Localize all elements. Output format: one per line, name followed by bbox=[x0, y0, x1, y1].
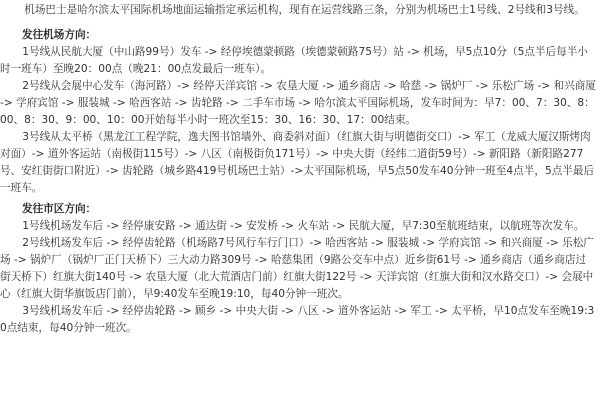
to-airport-route-3: 3号线从太平桥（黑龙江工程学院，逸夫图书馆墙外、商委斜对面）（红旗大街与明德街交口）-> 军工（龙威大厦汉斯烤肉对面）-> 道外客运站（南极街115号）-> 八区（南极街负171号）-> 中央大街（经纬二道街59号）-> 新阳路（新阳路277号、安红街街口附近）-> 齿轮路（城乡路419号机场巴士站）->太平国际机场，早5点50发车40分钟一班至4点半，5点半最后一班车。 bbox=[0, 131, 595, 194]
to-city-heading: 发往市区方向： bbox=[22, 203, 97, 215]
to-airport-heading: 发往机场方向： bbox=[22, 29, 97, 41]
to-airport-route-2: 2号线从会展中心发车（海河路）-> 经停天洋宾馆 -> 农垦大厦 -> 通乡商店 -> 哈慈 -> 锅炉厂 -> 乐松广场 -> 和兴商厦 -> 学府宾馆 -> 服装城 -> 哈西客站 -> 齿轮路 -> 二手车市场 -> 哈尔滨太平国际机场，发车时间为：早7：00、7：30、8：00、8：30、9：00、10：00开始每半小时一班次至15：30、16：30、17：00结束。 bbox=[0, 80, 597, 126]
to-city-route-1: 1号线机场发车后 -> 经停康安路 -> 通达街 -> 安发桥 -> 火车站 -> 民航大厦，早7:30至航班结束，以航班等次发车。 bbox=[22, 220, 585, 232]
to-city-route-2: 2号线机场发车后 -> 经停齿轮路（机场路7号风行车行门口）-> 哈西客站 -> 服装城 -> 学府宾馆 -> 和兴商厦 -> 乐松广场 -> 锅炉厂（锅炉厂正门天桥下）三大动力路309号 -> 哈慈集团（9路公交车中点）近乡街61号 -> 通乡商店（通乡商店过街天桥下）红旗大街140号 -> 农垦大厦（北大荒酒店门前）红旗大街122号 -> 天洋宾馆（红旗大街和汉水路交口）-> 会展中心（红旗大街华旗饭店门前），早9:40发车至晚19:10，每40分钟一班次。 bbox=[0, 237, 594, 300]
to-airport-route-1: 1号线从民航大厦（中山路99号）发车 -> 经停埃德蒙顿路（埃德蒙顿路75号）站 -> 机场，早5点10分（5点半后每半小时一班车）至晚20：00点（晚21：00点发最后一班车）。 bbox=[0, 46, 588, 75]
intro-paragraph: 机场巴士是哈尔滨太平国际机场地面运输指定承运机构，现有在运营线路三条，分别为机场巴士1号线、2号线和3号线。 bbox=[24, 4, 585, 16]
to-city-route-3: 3号线机场发车后 -> 经停齿轮路 -> 顾乡 -> 中央大街 -> 八区 -> 道外客运站 -> 军工 -> 太平桥，早10点发车至晚19:30点结束，每40分钟一班次。 bbox=[0, 305, 595, 334]
